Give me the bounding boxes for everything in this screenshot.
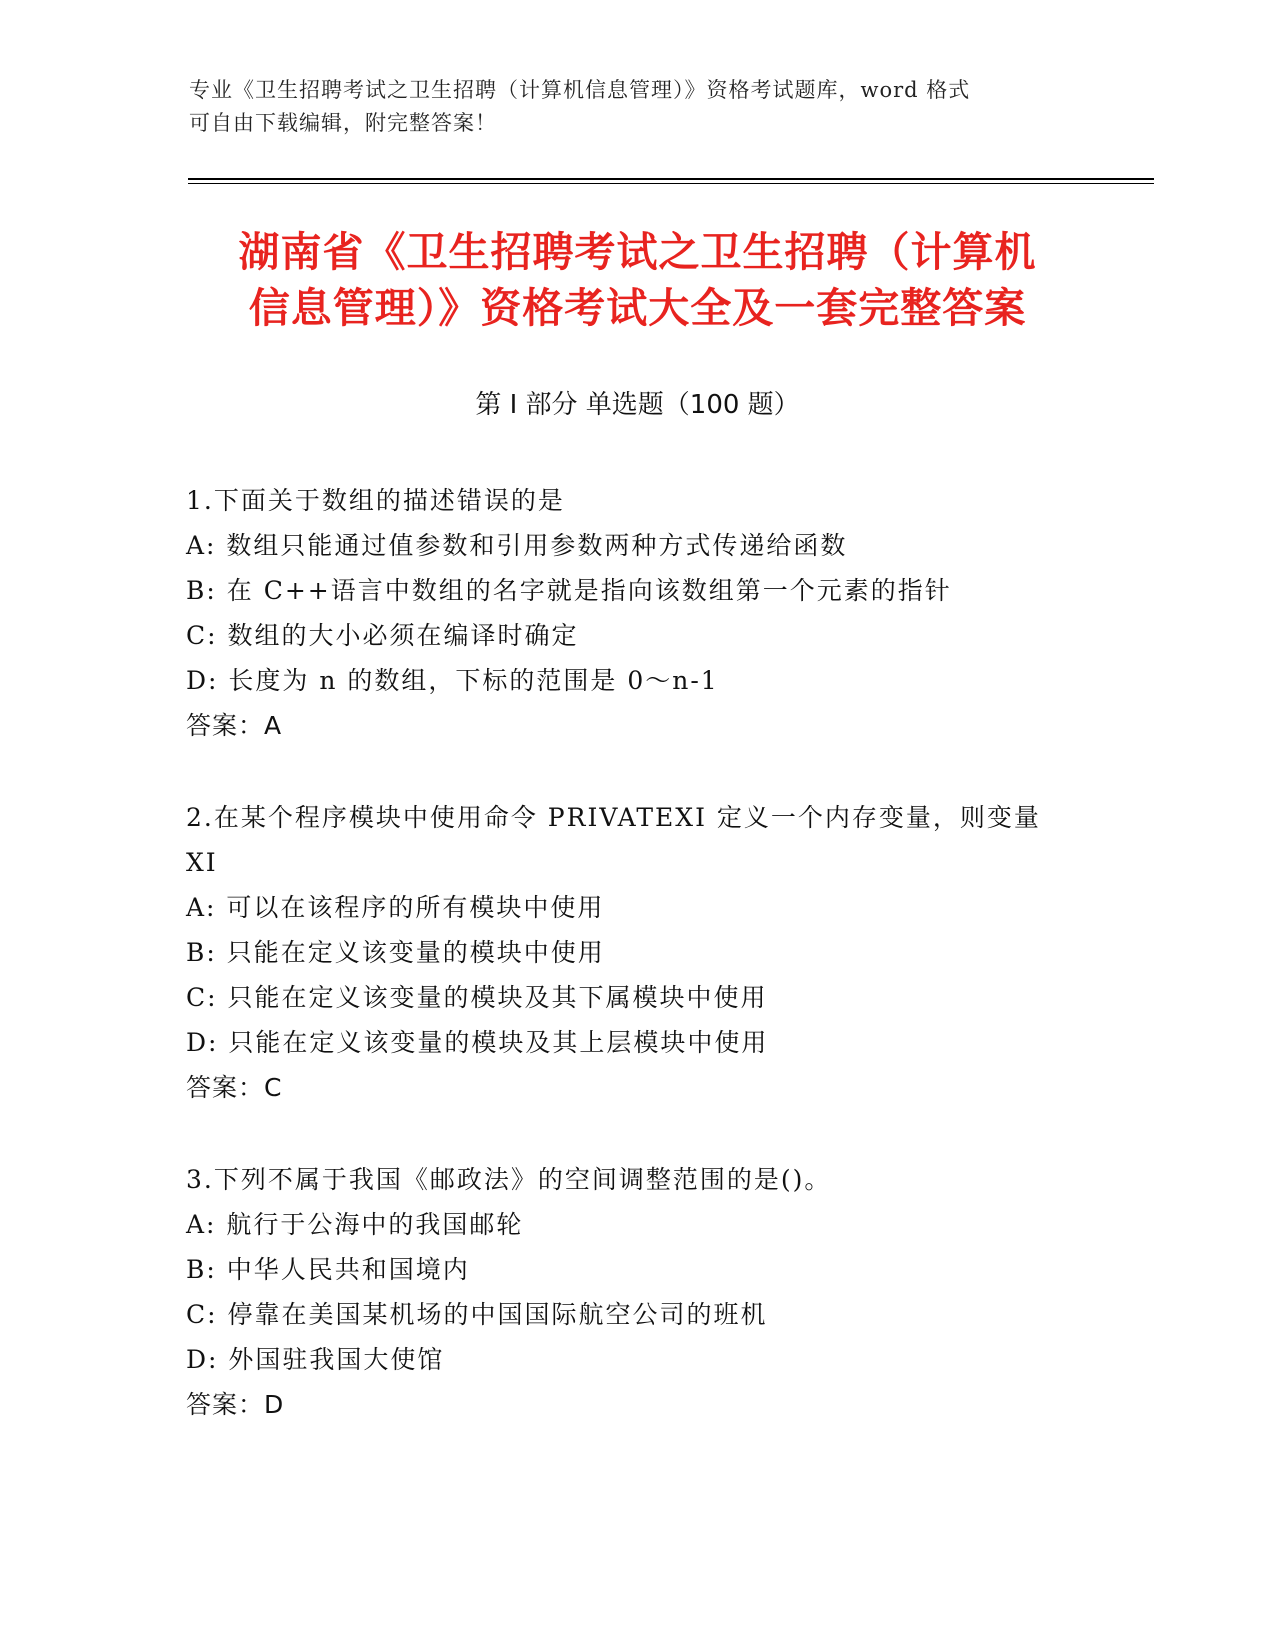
option-d: D: 只能在定义该变量的模块及其上层模块中使用 bbox=[186, 1028, 769, 1057]
option-b: B: 在 C++语言中数组的名字就是指向该数组第一个元素的指针 bbox=[186, 576, 952, 605]
option-c: C: 只能在定义该变量的模块及其下属模块中使用 bbox=[186, 983, 768, 1012]
question-stem: 3.下列不属于我国《邮政法》的空间调整范围的是()。 bbox=[186, 1165, 832, 1194]
question-2 bbox=[186, 795, 1086, 1110]
option-d: D: 长度为 n 的数组，下标的范围是 0～n-1 bbox=[186, 666, 719, 695]
question-stem-continued: XI bbox=[186, 848, 218, 877]
question-stem: 1.下面关于数组的描述错误的是 bbox=[186, 486, 565, 515]
question-list bbox=[186, 478, 1086, 1427]
document-title-line-1: 湖南省《卫生招聘考试之卫生招聘（计算机 bbox=[238, 228, 1037, 276]
option-a: A: 数组只能通过值参数和引用参数两种方式传递给函数 bbox=[186, 531, 848, 560]
option-a: A: 航行于公海中的我国邮轮 bbox=[186, 1210, 524, 1239]
option-a: A: 可以在该程序的所有模块中使用 bbox=[186, 893, 605, 922]
question-3 bbox=[186, 1157, 1086, 1427]
question-1 bbox=[186, 478, 1086, 748]
question-spacer bbox=[186, 1110, 1086, 1157]
header-note-line-2: 可自由下载编辑，附完整答案！ bbox=[189, 111, 497, 135]
header-divider-thick bbox=[188, 178, 1154, 180]
option-b: B: 只能在定义该变量的模块中使用 bbox=[186, 938, 605, 967]
option-c: C: 停靠在美国某机场的中国国际航空公司的班机 bbox=[186, 1300, 768, 1329]
option-d: D: 外国驻我国大使馆 bbox=[186, 1345, 445, 1374]
header-note bbox=[189, 74, 1069, 140]
option-b: B: 中华人民共和国境内 bbox=[186, 1255, 470, 1284]
section-heading: 第 I 部分 单选题（100 题） bbox=[475, 390, 800, 420]
question-spacer bbox=[186, 748, 1086, 795]
header-divider-thin bbox=[188, 183, 1154, 184]
answer-label: 答案：D bbox=[186, 1390, 285, 1419]
header-note-line-1: 专业《卫生招聘考试之卫生招聘（计算机信息管理）》资格考试题库，word 格式 bbox=[189, 78, 971, 102]
question-stem: 2.在某个程序模块中使用命令 PRIVATEXI 定义一个内存变量，则变量 bbox=[186, 803, 1041, 832]
answer-label: 答案：A bbox=[186, 711, 283, 740]
answer-label: 答案：C bbox=[186, 1073, 283, 1102]
option-c: C: 数组的大小必须在编译时确定 bbox=[186, 621, 579, 650]
document-title-line-2: 信息管理）》资格考试大全及一套完整答案 bbox=[248, 284, 1027, 332]
document-title bbox=[150, 224, 1125, 336]
